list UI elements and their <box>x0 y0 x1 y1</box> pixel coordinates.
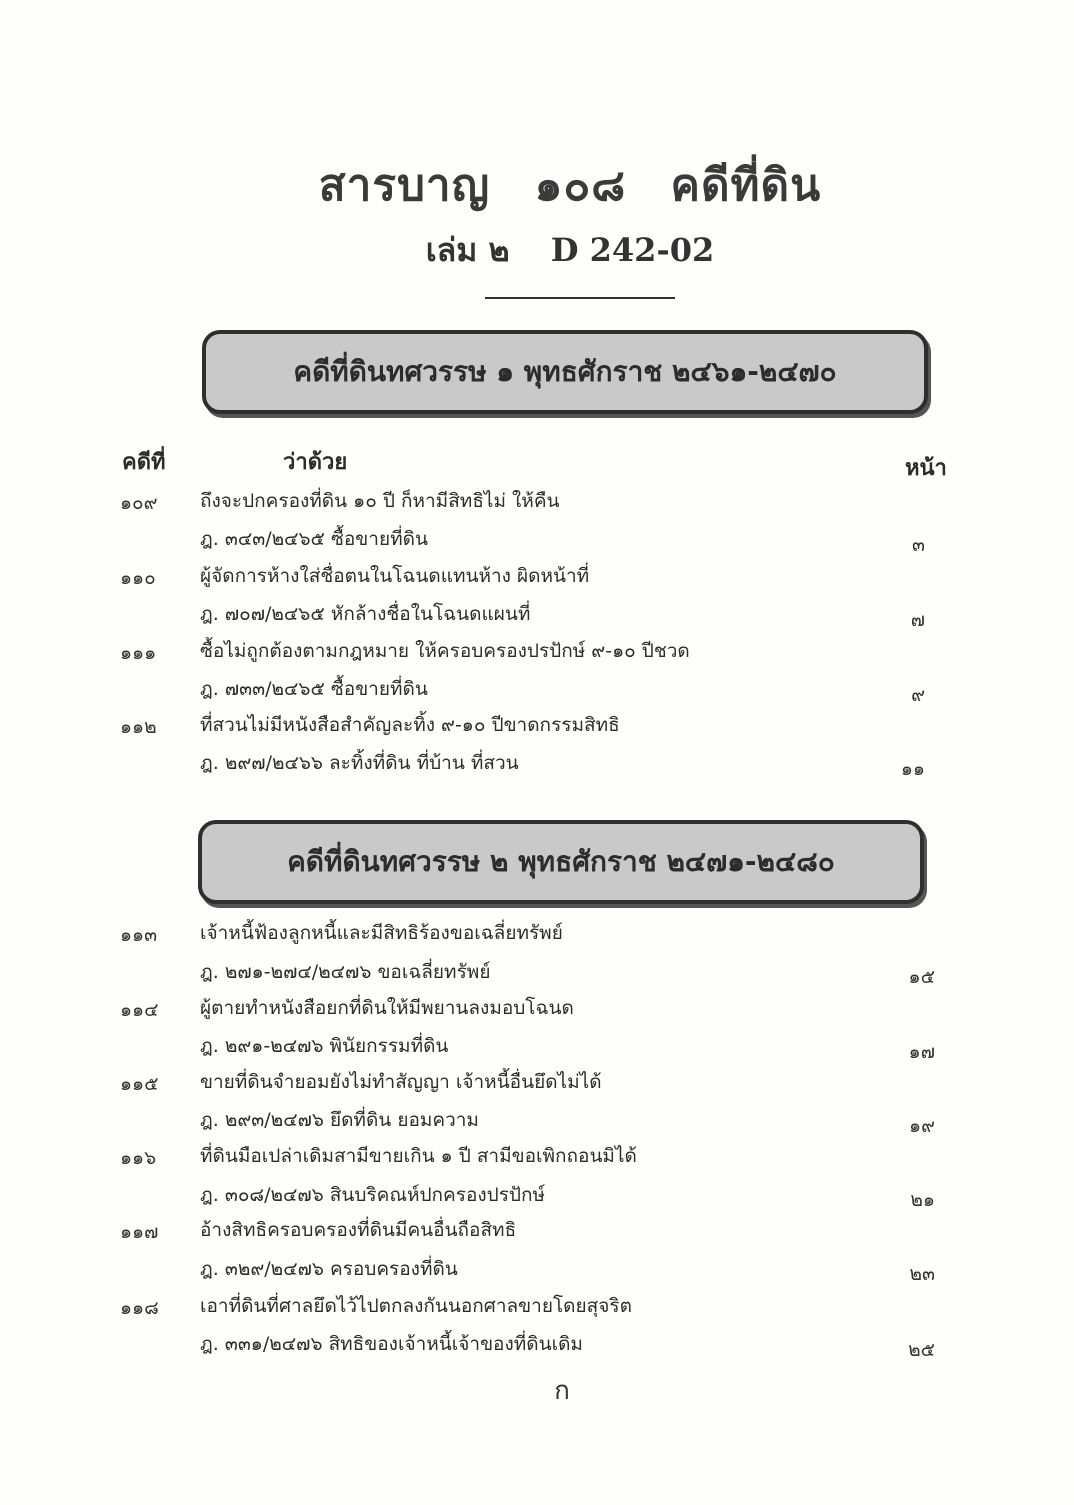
title-word-land-cases: คดีที่ดิน <box>670 160 822 211</box>
column-header-page: หน้า <box>905 456 947 481</box>
page-number: ๒๑ <box>910 1189 935 1211</box>
page-number: ๑๕ <box>908 966 935 988</box>
title-divider <box>485 297 675 299</box>
case-number: ๑๑๖ <box>120 1147 157 1169</box>
volume-code: D 242-02 <box>550 231 715 269</box>
case-number: ๑๑๐ <box>120 567 156 589</box>
title-word-count: ๑๐๘ <box>534 160 627 211</box>
case-summary[interactable]: ที่ดินมือเปล่าเดิมสามีขายเกิน ๑ ปี สามีขอเพิกถอนมิได้ <box>200 1145 637 1167</box>
case-ruling: ฎ. ๗๓๓/๒๔๖๕ ซื้อขายที่ดิน <box>200 678 428 700</box>
case-number: ๑๑๓ <box>120 924 158 946</box>
section-heading-text: คดีที่ดินทศวรรษ ๒ พุทธศักราช ๒๔๗๑-๒๔๘๐ <box>287 845 835 878</box>
page-number: ๙ <box>911 684 925 706</box>
page-number: ๑๙ <box>909 1115 935 1137</box>
title-word-contents: สารบาญ <box>318 160 491 211</box>
page-title <box>0 150 1074 220</box>
page-number: ๑๗ <box>908 1041 935 1063</box>
section-heading-decade-1 <box>202 330 928 414</box>
case-ruling: ฎ. ๒๗๑-๒๗๔/๒๔๗๖ ขอเฉลี่ยทรัพย์ <box>200 961 491 983</box>
column-header-about: ว่าด้วย <box>283 450 348 475</box>
case-ruling: ฎ. ๓๒๙/๒๔๗๖ ครอบครองที่ดิน <box>200 1258 458 1280</box>
page-number: ๑๑ <box>900 758 925 780</box>
case-summary[interactable]: ที่สวนไม่มีหนังสือสำคัญละทิ้ง ๙-๑๐ ปีขาดกรรมสิทธิ <box>200 714 620 736</box>
case-summary[interactable]: ขายที่ดินจำยอมยังไม่ทำสัญญา เจ้าหนี้อื่นยึดไม่ได้ <box>200 1071 602 1093</box>
case-number: ๑๑๒ <box>120 716 157 738</box>
case-ruling: ฎ. ๓๓๑/๒๔๗๖ สิทธิของเจ้าหนี้เจ้าของที่ดินเดิม <box>200 1333 583 1355</box>
case-number: ๑๑๑ <box>120 642 157 664</box>
section-heading-text: คดีที่ดินทศวรรษ ๑ พุทธศักราช ๒๔๖๑-๒๔๗๐ <box>293 355 837 388</box>
volume-label: เล่ม ๒ <box>425 231 510 269</box>
case-number: ๑๑๔ <box>120 999 159 1021</box>
case-summary[interactable]: เจ้าหนี้ฟ้องลูกหนี้และมีสิทธิร้องขอเฉลี่ยทรัพย์ <box>200 922 563 944</box>
case-ruling: ฎ. ๒๙๑-๒๔๗๖ พินัยกรรมที่ดิน <box>200 1035 449 1057</box>
page-number: ๗ <box>910 609 925 631</box>
case-summary[interactable]: เอาที่ดินที่ศาลยึดไว้ไปตกลงกันนอกศาลขายโดยสุจริต <box>200 1295 632 1317</box>
page-marker: ก <box>554 1376 570 1406</box>
section-heading-decade-2 <box>198 820 924 904</box>
case-ruling: ฎ. ๗๐๗/๒๔๖๕ หักล้างชื่อในโฉนดแผนที่ <box>200 603 531 625</box>
case-ruling: ฎ. ๒๙๓/๒๔๗๖ ยึดที่ดิน ยอมความ <box>200 1109 479 1131</box>
case-number: ๑๑๗ <box>120 1221 159 1243</box>
column-header-case: คดีที่ <box>122 450 166 475</box>
case-summary[interactable]: ซื้อไม่ถูกต้องตามกฎหมาย ให้ครอบครองปรปักษ์ ๙-๑๐ ปีชวด <box>200 640 690 662</box>
case-ruling: ฎ. ๓๐๘/๒๔๗๖ สินบริคณห์ปกครองปรปักษ์ <box>200 1184 546 1206</box>
case-number: ๑๐๙ <box>120 492 158 514</box>
page-number: ๓ <box>912 534 925 556</box>
case-summary[interactable]: อ้างสิทธิครอบครองที่ดินมีคนอื่นถือสิทธิ <box>200 1219 517 1241</box>
page-number: ๒๓ <box>909 1263 935 1285</box>
case-ruling: ฎ. ๒๙๗/๒๔๖๖ ละทิ้งที่ดิน ที่บ้าน ที่สวน <box>200 752 519 774</box>
case-summary[interactable]: ผู้จัดการห้างใส่ชื่อตนในโฉนดแทนห้าง ผิดหน้าที่ <box>200 565 590 587</box>
page-number: ๒๕ <box>908 1339 935 1361</box>
case-summary[interactable]: ถึงจะปกครองที่ดิน ๑๐ ปี ก็หามีสิทธิไม่ ให้คืน <box>200 490 560 512</box>
volume-subtitle <box>0 225 1074 276</box>
case-number: ๑๑๘ <box>120 1297 159 1319</box>
case-ruling: ฎ. ๓๔๓/๒๔๖๕ ซื้อขายที่ดิน <box>200 528 428 550</box>
case-number: ๑๑๕ <box>120 1073 159 1095</box>
case-summary[interactable]: ผู้ตายทำหนังสือยกที่ดินให้มีพยานลงมอบโฉนด <box>200 997 574 1019</box>
